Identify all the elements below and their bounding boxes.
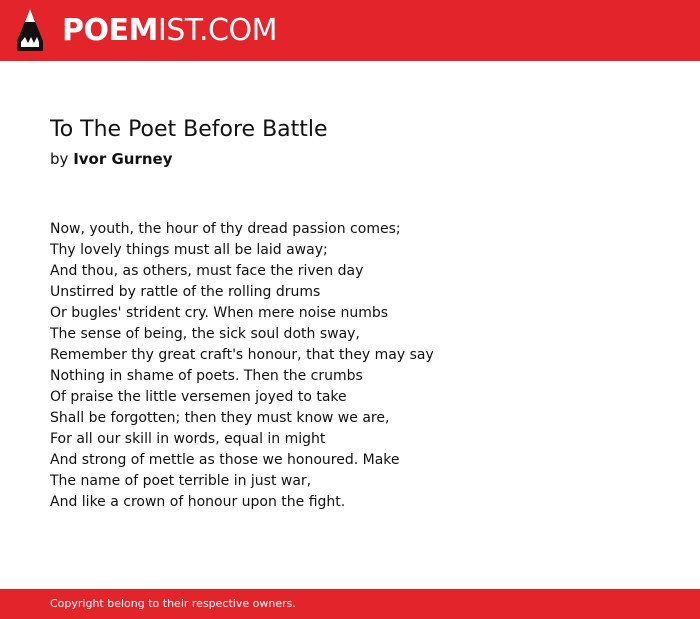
poem-line: For all our skill in words, equal in might — [50, 431, 326, 447]
poem-line: Nothing in shame of poets. Then the crumbs — [50, 368, 363, 384]
poem-byline — [50, 150, 173, 168]
poem-body — [50, 219, 650, 513]
poem-line: And strong of mettle as those we honoured. Make — [50, 452, 400, 468]
poem-line: And like a crown of honour upon the fight. — [50, 494, 346, 510]
poem-line: Now, youth, the hour of thy dread passion comes; — [50, 221, 401, 237]
poem-author: Ivor Gurney — [73, 150, 173, 168]
poem-line: Unstirred by rattle of the rolling drums — [50, 284, 321, 300]
poem-title: To The Poet Before Battle — [50, 117, 328, 142]
poem-line: And thou, as others, must face the riven day — [50, 263, 364, 279]
poem-line: Shall be forgotten; then they must know we are, — [50, 410, 390, 426]
poem-line: The name of poet terrible in just war, — [50, 473, 312, 489]
logo-light-text: IST.COM — [157, 12, 277, 48]
by-label: by — [50, 150, 69, 168]
poem-line: Or bugles' strident cry. When mere noise numbs — [50, 305, 389, 321]
poem-line: Remember thy great craft's honour, that they may say — [50, 347, 434, 363]
site-logo[interactable] — [62, 13, 277, 47]
pencil-icon — [17, 9, 43, 51]
poem-line: Of praise the little versemen joyed to take — [50, 389, 347, 405]
logo-bold-text: POEM — [62, 12, 158, 48]
poem-line: The sense of being, the sick soul doth sway, — [50, 326, 360, 342]
site-footer — [0, 589, 700, 619]
site-header — [0, 0, 700, 61]
poem-line: Thy lovely things must all be laid away; — [50, 242, 328, 258]
copyright-text: Copyright belong to their respective owners. — [50, 597, 296, 610]
